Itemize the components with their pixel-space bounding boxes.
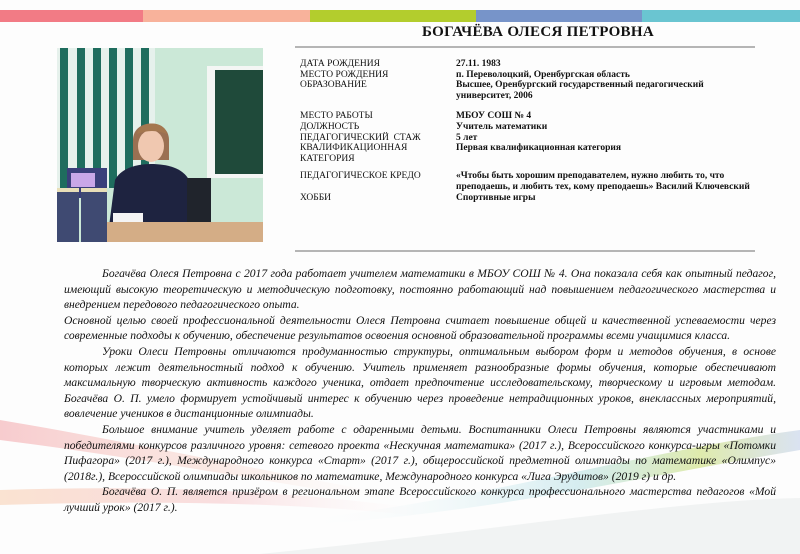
- person-name-title: БОГАЧЁВА ОЛЕСЯ ПЕТРОВНА: [422, 24, 654, 40]
- info-label: ДАТА РОЖДЕНИЯ: [300, 59, 380, 69]
- stripe-red: [0, 10, 143, 22]
- info-value: 5 лет: [456, 132, 478, 143]
- info-label: ПЕДАГОГИЧЕСКОЕ КРЕДО: [300, 171, 421, 182]
- info-row-experience: [300, 133, 780, 144]
- info-label: ХОББИ: [300, 192, 332, 203]
- info-label: ПЕДАГОГИЧЕСКИЙ СТАЖ: [300, 132, 421, 143]
- info-label: ОБРАЗОВАНИЕ: [300, 80, 367, 91]
- info-label: МЕСТО РАБОТЫ: [300, 111, 373, 122]
- info-value: 27.11. 1983: [456, 59, 501, 69]
- info-value: Спортивные игры: [456, 192, 536, 203]
- stripe-blue: [476, 10, 642, 22]
- info-label: МЕСТО РОЖДЕНИЯ: [300, 69, 389, 80]
- bio-paragraph: Богачёва О. П. является призёром в региональном этапе Всероссийского конкурса профессионального мастерства педагогов «Мой лучший урок» (2017 г.).: [64, 485, 776, 514]
- biography-text: [64, 266, 776, 516]
- stripe-green: [310, 10, 476, 22]
- bio-paragraph: Уроки Олеси Петровны отличаются продуманностью структуры, оптимальным выбором форм и методов обучения, в основе которых лежит деятельностный подход к обучению. Учитель применяет разнообразные формы обучения, которые обеспечивают максимальную творческую активность каждого ученика, отдает предпочтение исследовательскому, творческому и игровым методам. Богачёва О. П. умело формирует устойчивый интерес к обучению через проведение нетрадиционных уроков, внеклассных мероприятий, вовлечение учеников в дистанционные олимпиады.: [64, 344, 776, 421]
- info-label: ДОЛЖНОСТЬ: [300, 121, 360, 132]
- info-value: Высшее, Оренбургский государственный педагогический университет, 2006: [456, 80, 704, 101]
- header-color-stripes: [0, 10, 800, 22]
- stripe-cyan: [642, 10, 800, 22]
- info-row-birth-date: [300, 59, 780, 70]
- info-bottom-rule: [295, 250, 755, 252]
- speakers: [57, 188, 107, 242]
- info-row-education: [300, 80, 780, 101]
- info-value: «Чтобы быть хорошим преподавателем, нужно любить то, что преподаешь, и любить тех, кому преподаешь» Василий Ключевский: [456, 171, 750, 192]
- bio-paragraph: Богачёва Олеся Петровна с 2017 года работает учителем математики в МБОУ СОШ № 4. Она показала себя как опытный педагог, имеющий высокую теоретическую и методическую подготовку, постоянно работающий над повышением педагогического мастерства и внедрением передового педагогического опыта.: [64, 267, 776, 312]
- info-value: п. Переволоцкий, Оренбургская область: [456, 69, 630, 80]
- info-value: Учитель математики: [456, 121, 548, 132]
- info-label: КВАЛИФИКАЦИОННАЯ КАТЕГОРИЯ: [300, 143, 408, 164]
- portrait-illustration: [57, 48, 263, 242]
- info-row-workplace: [300, 111, 780, 122]
- info-value: МБОУ СОШ № 4: [456, 111, 532, 122]
- title-underline: [295, 46, 755, 48]
- info-row-hobby: [300, 182, 780, 203]
- profile-info-table: [300, 59, 780, 203]
- stripe-peach: [143, 10, 310, 22]
- info-value: Первая квалификационная категория: [456, 143, 622, 154]
- info-row-birth-place: [300, 70, 780, 81]
- portrait-photo: [57, 48, 263, 242]
- bio-paragraph: Большое внимание учитель уделяет работе с одаренными детьми. Воспитанники Олеси Петровны являются участниками и победителями конкурсов различного уровня: сетевого проекта «Нескучная математика» (2017 г.), Всероссийского конкурса-игры «Потомки Пифагора» (2017 г.), Международного конкурса «Старт» (2017 г.), общероссийской предметной олимпиады по математике «Олимпус» (2018г.), Всероссийской олимпиады школьников по математике, Международного конкурса «Лига Эрудитов» (2019 г) и др.: [64, 422, 776, 483]
- bio-paragraph: Основной целью своей профессиональной деятельности Олеся Петровна считает повышение общей и качественной успеваемости через современные подходы к обучению, обеспечение результатов освоения основной образовательной программы всеми учащимися класса.: [64, 313, 776, 343]
- info-row-category: [300, 143, 780, 164]
- chalkboard: [207, 66, 263, 178]
- info-row-position: [300, 122, 780, 133]
